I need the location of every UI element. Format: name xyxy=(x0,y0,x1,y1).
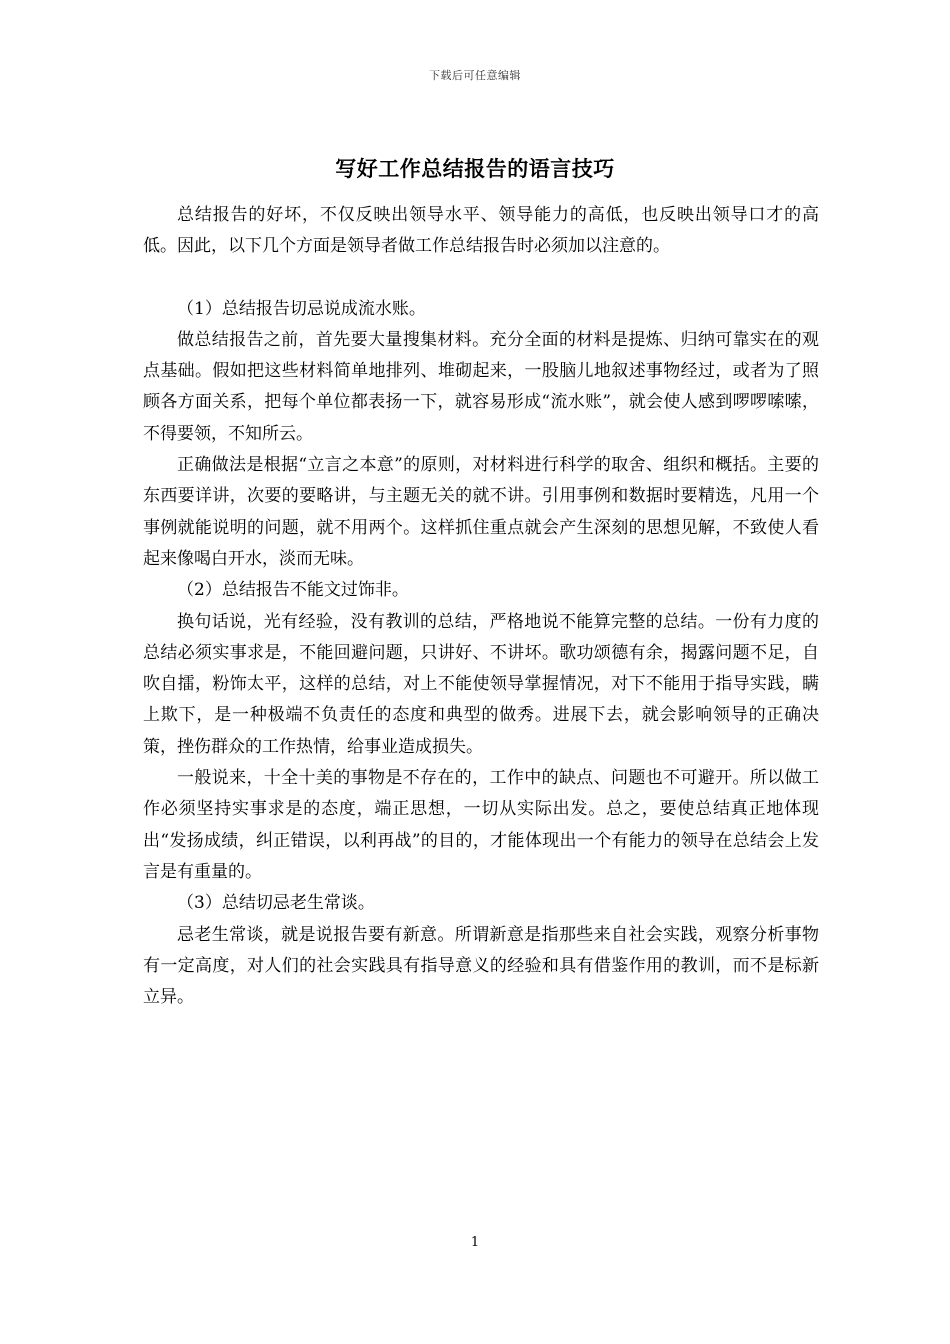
document-body xyxy=(143,200,819,1013)
body-paragraph: 正确做法是根据“立言之本意”的原则，对材料进行科学的取舍、组织和概括。主要的东西要详讲，次要的要略讲，与主题无关的就不讲。引用事例和数据时要精选，凡用一个事例就能说明的问题，就不用两个。这样抓住重点就会产生深刻的思想见解，不致使人看起来像喝白开水，淡而无味。 xyxy=(143,455,819,569)
page-number: 1 xyxy=(470,1235,480,1250)
section-heading: （3）总结切忌老生常谈。 xyxy=(177,893,375,914)
section-heading: （1）总结报告切忌说成流水账。 xyxy=(177,298,426,319)
page-header-note: 下载后可任意编辑 xyxy=(429,69,521,82)
intro-paragraph: 总结报告的好坏，不仅反映出领导水平、领导能力的高低，也反映出领导口才的高低。因此，以下几个方面是领导者做工作总结报告时必须加以注意的。 xyxy=(143,205,819,257)
document-title: 写好工作总结报告的语言技巧 xyxy=(335,156,615,181)
section-heading: （2）总结报告不能文过饰非。 xyxy=(177,580,409,601)
body-paragraph: 忌老生常谈，就是说报告要有新意。所谓新意是指那些来自社会实践，观察分析事物有一定高度，对人们的社会实践具有指导意义的经验和具有借鉴作用的教训，而不是标新立异。 xyxy=(143,924,819,1008)
body-paragraph: 换句话说，光有经验，没有教训的总结，严格地说不能算完整的总结。一份有力度的总结必须实事求是，不能回避问题，只讲好、不讲坏。歌功颂德有余，揭露问题不足，自吹自擂，粉饰太平，这样的总结，对上不能使领导掌握情况，对下不能用于指导实践，瞒上欺下，是一种极端不负责任的态度和典型的做秀。进展下去，就会影响领导的正确决策，挫伤群众的工作热情，给事业造成损失。 xyxy=(143,611,819,757)
body-paragraph: 做总结报告之前，首先要大量搜集材料。充分全面的材料是提炼、归纳可靠实在的观点基础。假如把这些材料简单地排列、堆砌起来，一股脑儿地叙述事物经过，或者为了照顾各方面关系，把每个单位都表扬一下，就容易形成“流水账”，就会使人感到啰啰嗦嗦，不得要领，不知所云。 xyxy=(143,329,819,444)
paragraph-gap xyxy=(143,263,819,294)
body-paragraph: 一般说来，十全十美的事物是不存在的，工作中的缺点、问题也不可避开。所以做工作必须坚持实事求是的态度，端正思想，一切从实际出发。总之，要使总结真正地体现出“发扬成绩，纠正错误，以利再战”的目的，才能体现出一个有能力的领导在总结会上发言是有重量的。 xyxy=(143,768,819,882)
